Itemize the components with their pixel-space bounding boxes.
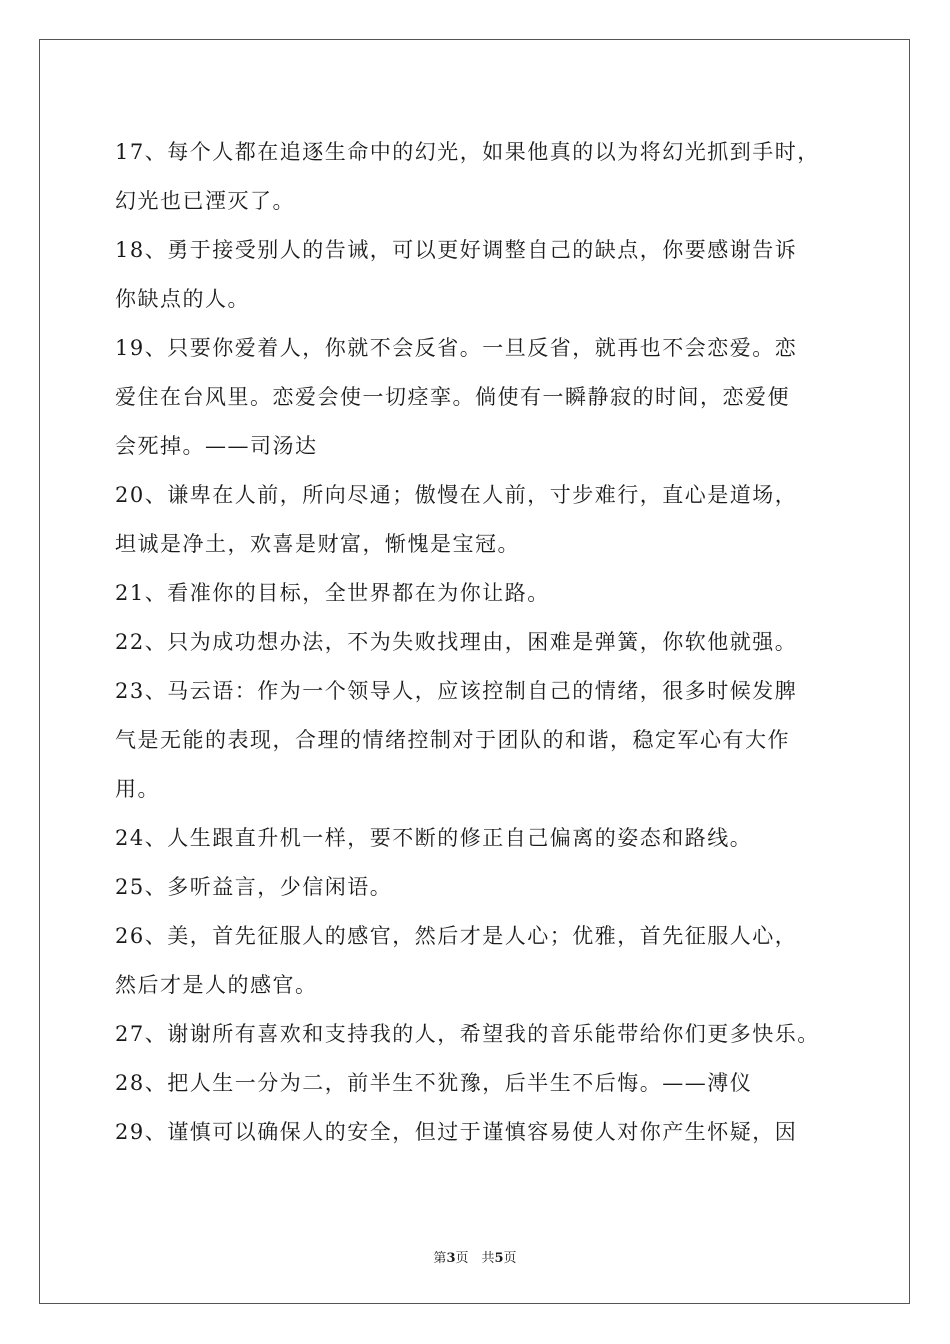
text-line: 22、只为成功想办法，不为失败找理由，困难是弹簧，你软他就强。	[115, 630, 798, 654]
text-line: 幻光也已湮灭了。	[115, 189, 295, 213]
text-line: 18、勇于接受别人的告诫，可以更好调整自己的缺点，你要感谢告诉	[115, 238, 798, 262]
text-line: 21、看准你的目标，全世界都在为你让路。	[115, 581, 550, 605]
text-line: 爱住在台风里。恋爱会使一切痉挛。倘使有一瞬静寂的时间，恋爱便	[115, 385, 790, 409]
page-footer	[0, 1247, 950, 1266]
page-number-mid: 页 共	[455, 1251, 495, 1266]
total-page-number: 5	[494, 1251, 504, 1266]
text-line: 气是无能的表现，合理的情绪控制对于团队的和谐，稳定军心有大作	[115, 728, 790, 752]
text-line: 26、美，首先征服人的感官，然后才是人心；优雅，首先征服人心，	[115, 924, 798, 948]
current-page-number: 3	[446, 1251, 456, 1266]
page-number-suffix: 页	[503, 1251, 517, 1266]
text-line: 17、每个人都在追逐生命中的幻光，如果他真的以为将幻光抓到手时，	[115, 140, 820, 164]
text-line: 23、马云语：作为一个领导人，应该控制自己的情绪，很多时候发脾	[115, 679, 798, 703]
document-body	[115, 128, 845, 1157]
text-line: 28、把人生一分为二，前半生不犹豫，后半生不后悔。——溥仪	[115, 1071, 753, 1095]
text-line: 29、谨慎可以确保人的安全，但过于谨慎容易使人对你产生怀疑，因	[115, 1120, 798, 1144]
text-line: 坦诚是净土，欢喜是财富，惭愧是宝冠。	[115, 532, 520, 556]
page-number-prefix: 第	[433, 1251, 447, 1266]
text-line: 27、谢谢所有喜欢和支持我的人，希望我的音乐能带给你们更多快乐。	[115, 1022, 820, 1046]
text-line: 然后才是人的感官。	[115, 973, 318, 997]
text-line: 用。	[115, 777, 160, 801]
text-line: 24、人生跟直升机一样，要不断的修正自己偏离的姿态和路线。	[115, 826, 753, 850]
text-line: 你缺点的人。	[115, 287, 250, 311]
text-line: 会死掉。——司汤达	[115, 434, 318, 458]
text-line: 19、只要你爱着人，你就不会反省。一旦反省，就再也不会恋爱。恋	[115, 336, 798, 360]
text-line: 25、多听益言，少信闲语。	[115, 875, 393, 899]
text-line: 20、谦卑在人前，所向尽通；傲慢在人前，寸步难行，直心是道场，	[115, 483, 798, 507]
